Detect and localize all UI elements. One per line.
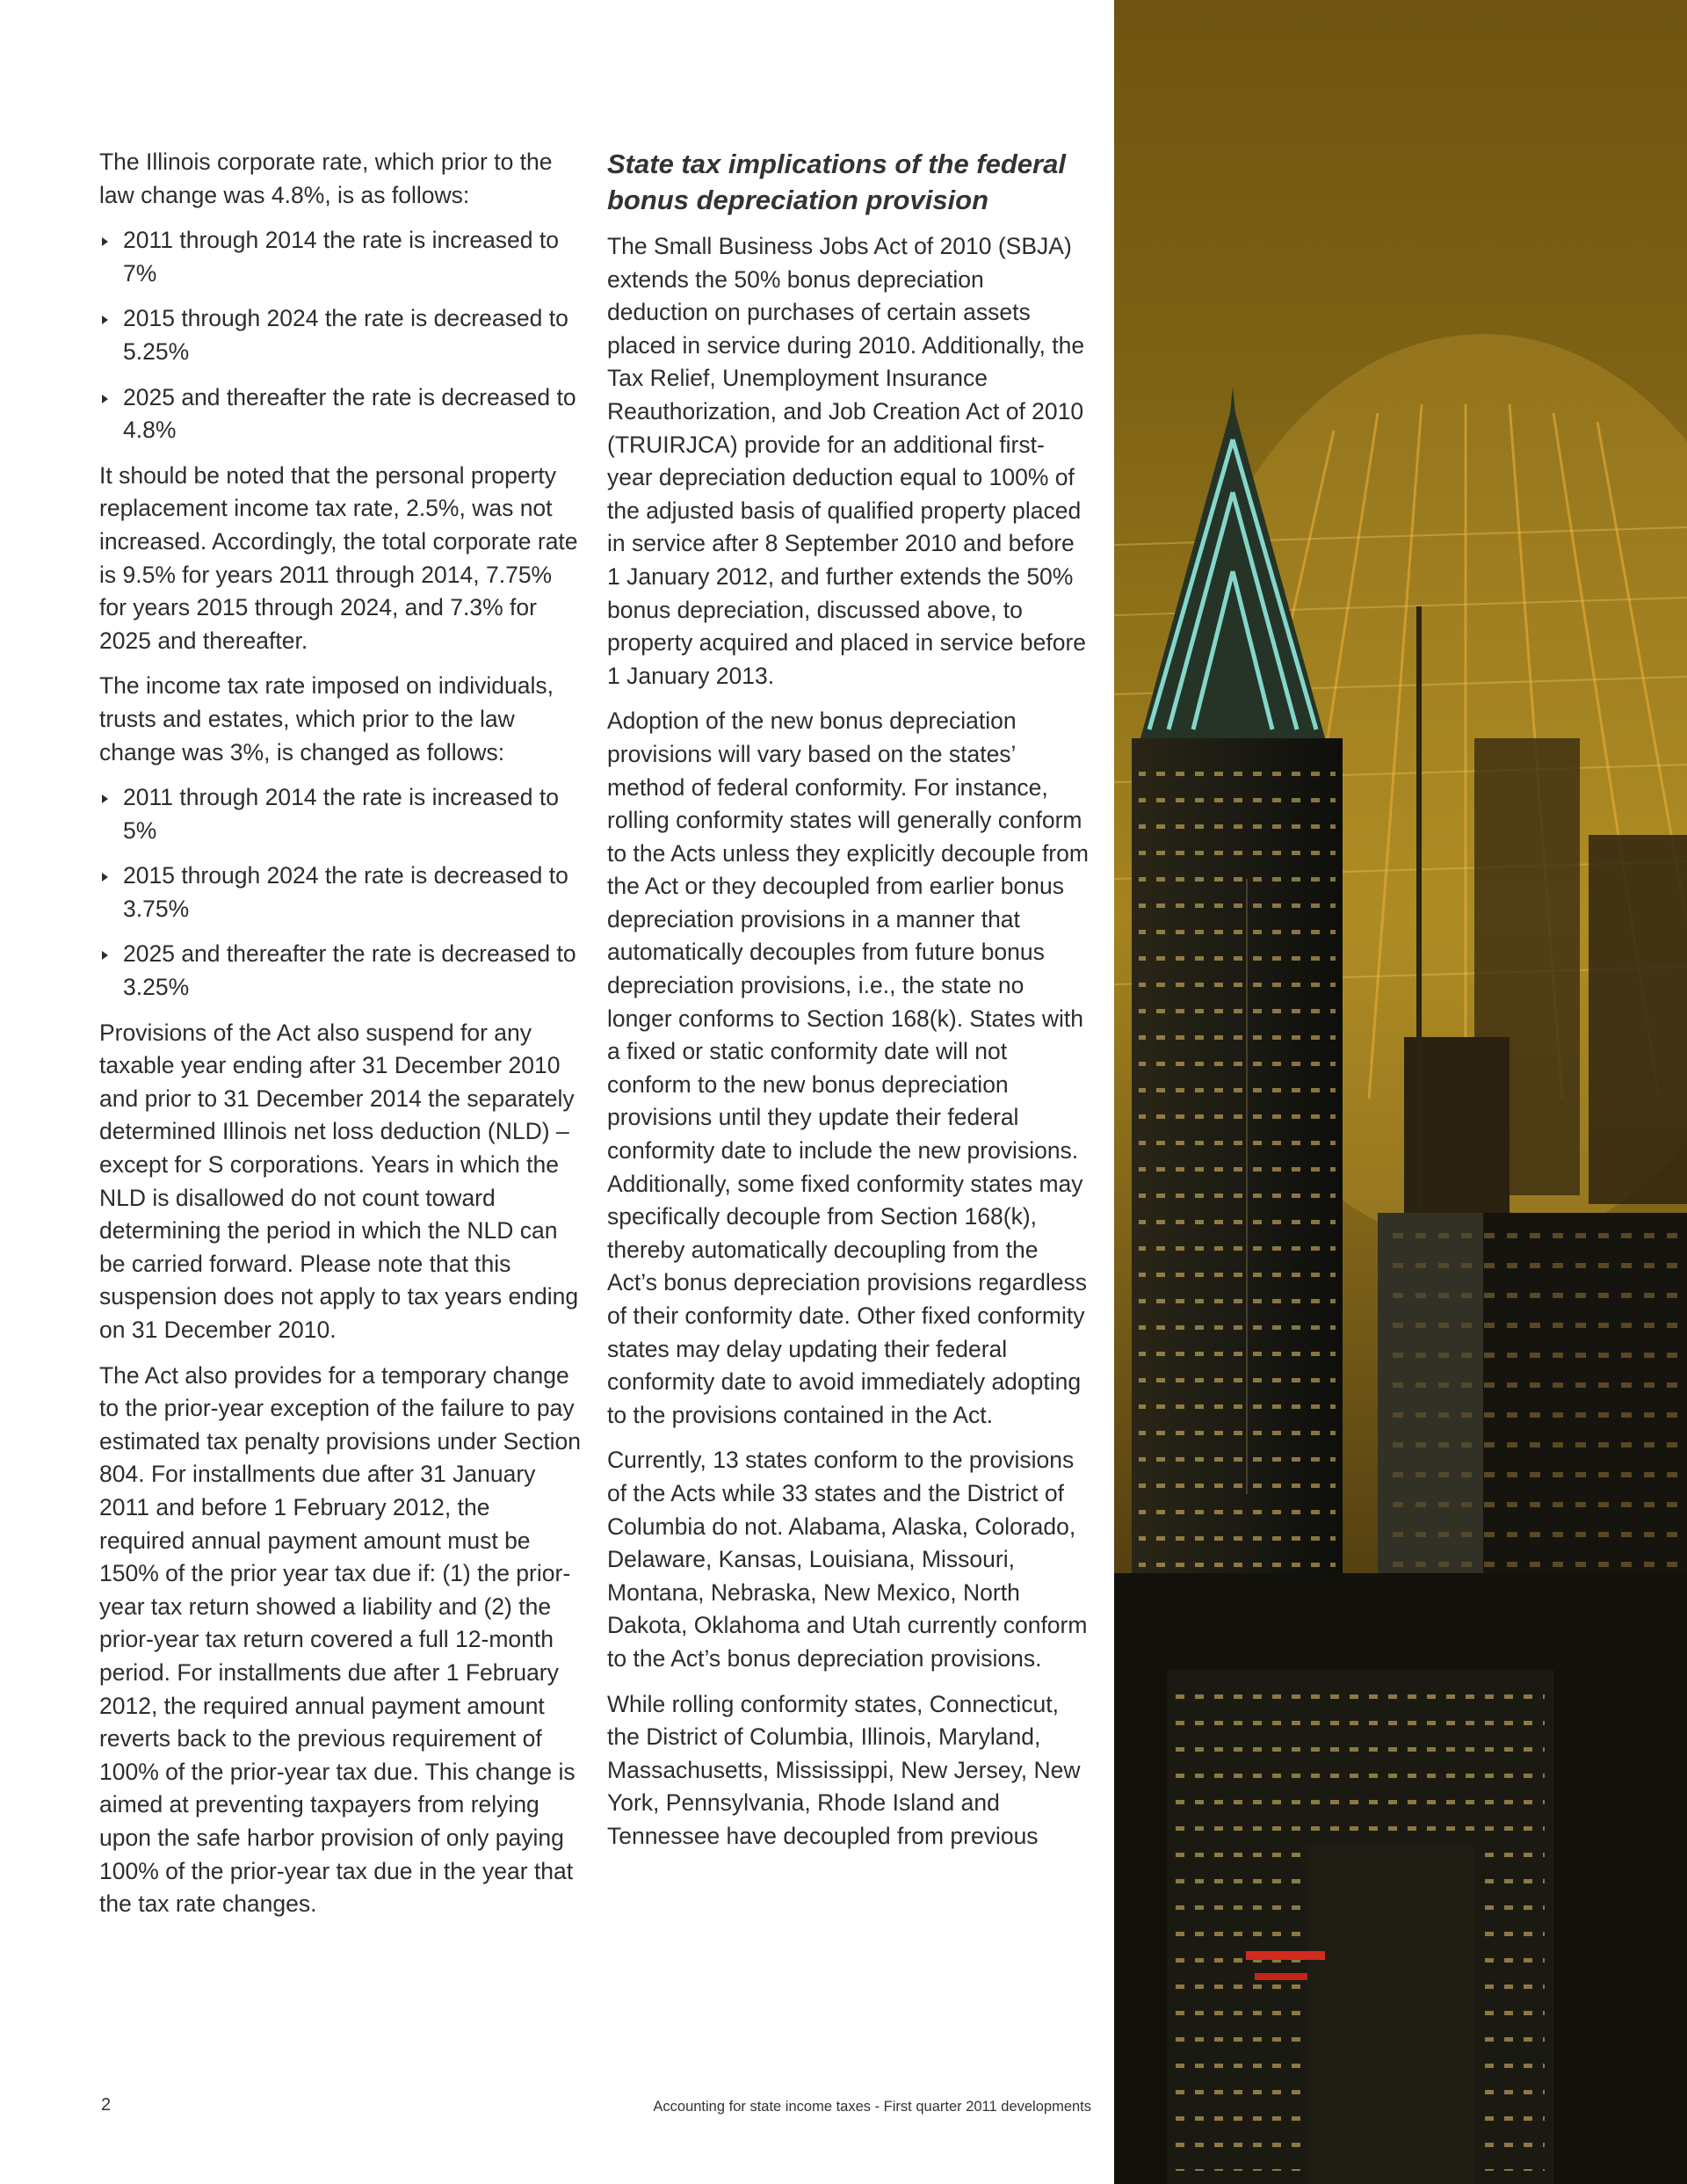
sbja-paragraph: The Small Business Jobs Act of 2010 (SBJA) extends the 50% bonus depreciation deduction on purchases of certain assets placed in service during 2010. Additionally, the Tax Relief, Unemployment Insurance Reauthorization, and Job Creation Act of 2010 (TRUIRJCA) provide for an additional first-year depreciation deduction equal to 100% of the adjusted basis of qualified property placed in service after 8 September 2010 and before 1 January 2012, and further extends the 50% bonus depreciation, discussed above, to property acquired and placed in service before 1 January 2013. [607, 233, 1087, 689]
list-item: 2015 through 2024 the rate is decreased to 3.75% [99, 860, 581, 925]
conformity-paragraph: Adoption of the new bonus depreciation provisions will vary based on the states’ method of federal conformity. For instance, rolling conformity states will generally conform to the Acts unless they explicitly decouple from the Act or they decoupled from earlier bonus depreciation provisions in a manner that automatically decouples from future bonus depreciation provisions, i.e., the state no longer conforms to Section 168(k). States with a fixed or static conformity date will not conform to the new bonus depreciation provisions until they update their federal conformity date to include the new provisions. Additionally, some fixed conformity states may specifically decouple from Section 168(k), thereby automatically decoupling from the Act’s bonus depreciation provisions regardless of their conformity date. Other fixed conformity states may delay updating their federal conformity date to avoid immediately adopting to the provisions contained in the Act. [607, 707, 1089, 1428]
estimated-tax-paragraph: The Act also provides for a temporary change to the prior-year exception of the failure to pay estimated tax penalty provisions under Section 804. For installments due after 31 January 2011 and before 1 February 2012, the required annual payment amount must be 150% of the prior year tax due if: (1) the prior-year tax return showed a liability and (2) the prior-year tax return covered a full 12-month period. For installments due after 1 February 2012, the required annual payment amount reverts back to the previous requirement of 100% of the prior-year tax due. This change is aimed at preventing taxpayers from relying upon the safe harbor provision of only paying 100% of the prior-year tax due in the year that the tax rate changes. [99, 1361, 581, 1918]
replacement-tax-paragraph: It should be noted that the personal property replacement income tax rate, 2.5%, was not increased. Accordingly, the total corporate rate is 9.5% for years 2011 through 2014, 7.75% for years 2015 through 2024, and 7.3% for 2025 and thereafter. [99, 461, 578, 654]
chicago-skyline-photo [1114, 0, 1687, 2184]
list-item: 2025 and thereafter the rate is decreased to 3.25% [99, 938, 581, 1004]
list-item: 2015 through 2024 the rate is decreased to 5.25% [99, 302, 581, 368]
corporate-rate-list [99, 224, 581, 447]
list-item: 2025 and thereafter the rate is decreased to 4.8% [99, 381, 581, 447]
individual-rate-list [99, 781, 581, 1005]
corporate-rate-intro: The Illinois corporate rate, which prior to the law change was 4.8%, is as follows: [99, 149, 553, 208]
publication-title: Accounting for state income taxes - First quarter 2011 developments [653, 2099, 1091, 2115]
nld-paragraph: Provisions of the Act also suspend for any taxable year ending after 31 December 2010 and prior to 31 December 2014 the separately determined Illinois net loss deduction (NLD) – except for S corporations. Years in which the NLD is disallowed do not count toward determining the period in which the NLD can be carried forward. Please note that this suspension does not apply to tax years ending on 31 December 2010. [99, 1019, 579, 1343]
page-number: 2 [101, 2095, 112, 2115]
individual-rate-intro: The income tax rate imposed on individuals, trusts and estates, which prior to the law change was 3%, is changed as follows: [99, 672, 554, 765]
conforming-states-paragraph: Currently, 13 states conform to the provisions of the Acts while 33 states and the District of Columbia do not. Alabama, Alaska, Colorado, Delaware, Kansas, Louisiana, Missouri, Montana, Nebraska, New Mexico, North Dakota, Oklahoma and Utah currently conform to the Act’s bonus depreciation provisions. [607, 1447, 1088, 1672]
right-column [607, 146, 1089, 1866]
list-item: 2011 through 2014 the rate is increased to 7% [99, 224, 581, 290]
section-heading: State tax implications of the federal bonus depreciation provision [607, 149, 1066, 215]
decoupled-states-paragraph: While rolling conformity states, Connecticut, the District of Columbia, Illinois, Maryland, Massachusetts, Mississippi, New Jersey, New York, Pennsylvania, Rhode Island and Tennessee have decoupled from previous [607, 1690, 1081, 1849]
list-item: 2011 through 2014 the rate is increased to 5% [99, 781, 581, 847]
left-column [99, 146, 581, 1934]
